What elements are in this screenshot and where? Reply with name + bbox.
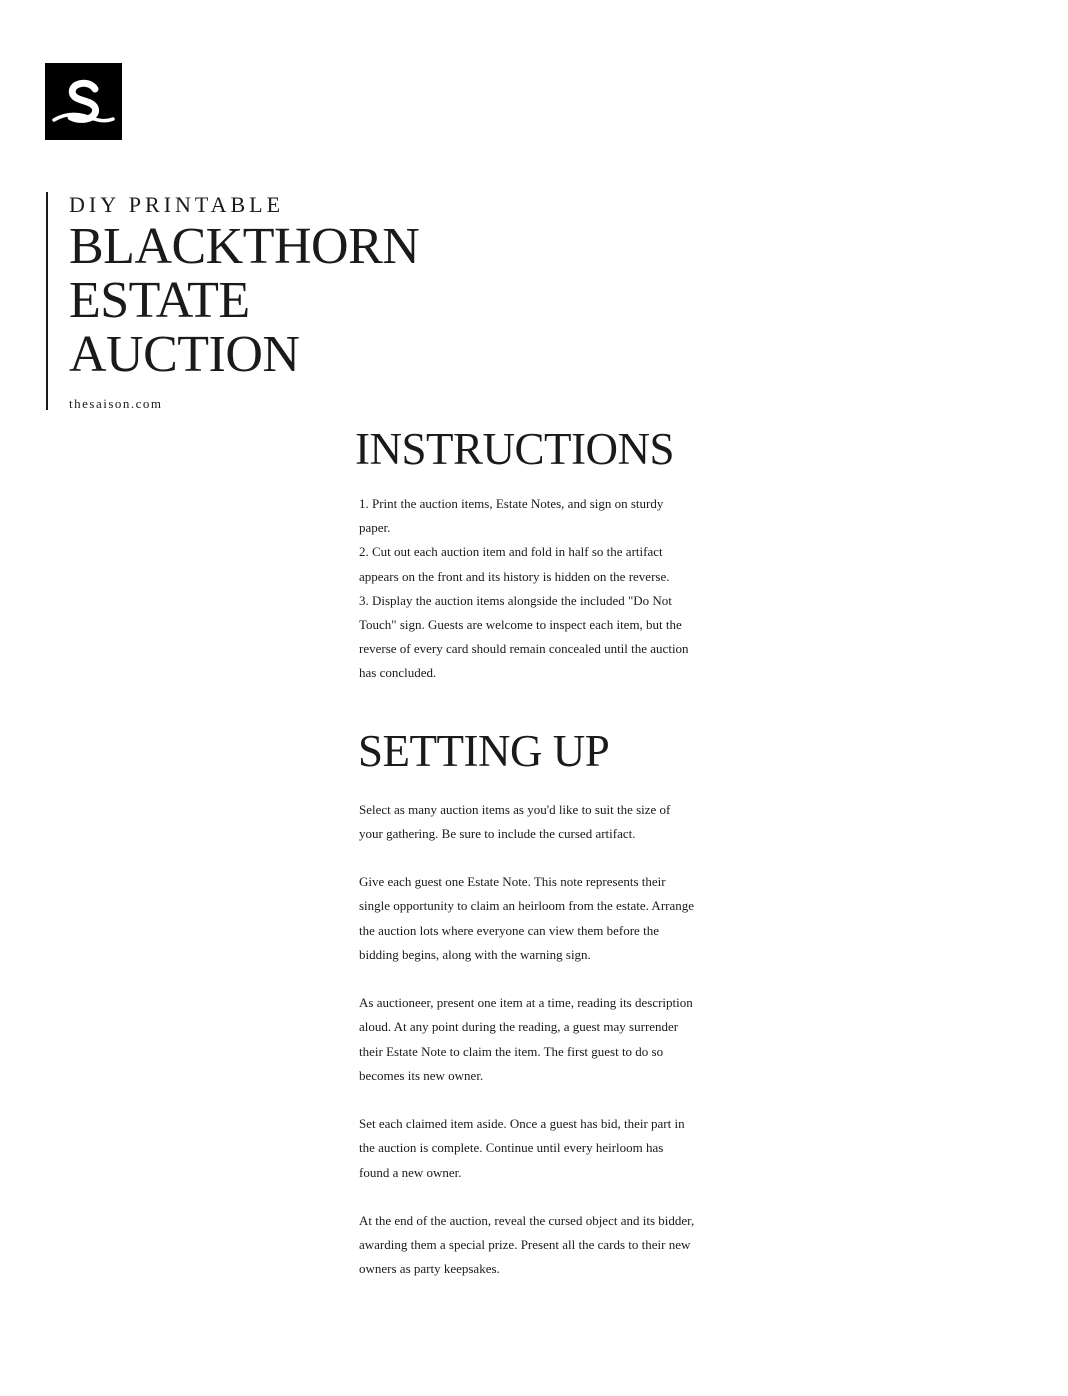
- paragraph: Select as many auction items as you'd like to suit the size of your gathering. Be sure to include the cursed artifact.: [359, 801, 671, 841]
- paragraph: As auctioneer, present one item at a time, reading its description aloud. At any point during the reading, a guest may surrender their Estate Note to claim the item. The first guest to do so becomes its new owner.: [359, 995, 693, 1083]
- kicker: DIY PRINTABLE: [69, 192, 285, 217]
- paragraph: Set each claimed item aside. Once a guest has bid, their part in the auction is complete. Continue until every heirloom has found a new owner.: [359, 1116, 685, 1180]
- title-line: BLACKTHORN: [69, 218, 420, 275]
- list-item: 2. Cut out each auction item and fold in half so the artifact appears on the front and its history is hidden on the reverse.: [359, 544, 670, 584]
- instructions-heading: INSTRUCTIONS: [355, 424, 675, 474]
- paragraph: Give each guest one Estate Note. This note represents their single opportunity to claim an heirloom from the estate. Arrange the auction lots where everyone can view them before the bidding begins, along with the warning sign.: [359, 874, 695, 962]
- title-line: AUCTION: [69, 326, 300, 383]
- title-block: [46, 192, 489, 410]
- list-item: 3. Display the auction items alongside the included "Do Not Touch" sign. Guests are welcome to inspect each item, but the reverse of every card should remain concealed until the auction has concluded.: [359, 592, 689, 681]
- setting-up-heading: SETTING UP: [358, 725, 610, 776]
- title-line: ESTATE: [69, 272, 250, 329]
- list-item: 1. Print the auction items, Estate Notes, and sign on sturdy paper.: [359, 496, 664, 536]
- paragraph: At the end of the auction, reveal the cursed object and its bidder, awarding them a special prize. Present all the cards to their new owners as party keepsakes.: [359, 1213, 695, 1277]
- setting-up-body: [355, 798, 695, 1282]
- site-url: thesaison.com: [69, 396, 163, 411]
- main-content: [355, 420, 695, 1282]
- saison-s-logo-icon: [45, 63, 122, 140]
- instructions-list: [355, 492, 695, 686]
- brand-logo: [45, 63, 122, 140]
- page-title: [69, 220, 489, 382]
